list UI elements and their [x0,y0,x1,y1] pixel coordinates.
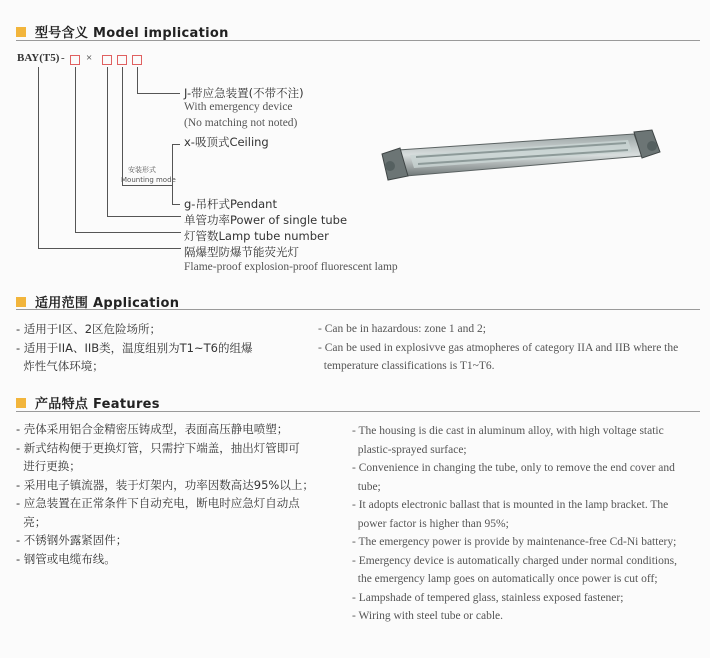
connector-line [107,216,181,217]
list-item: - 钢管或电缆布线。 [16,551,116,566]
features-list-en [352,422,677,626]
model-line: g-吊杆式Pendant [184,197,277,211]
code-box [117,55,127,65]
section-header-model [16,22,229,41]
divider [16,411,700,412]
mounting-label-zh: 安装形式 [128,166,156,174]
list-item: - 采用电子镇流器，装于灯架内，功率因数高达95%以上； [16,477,314,492]
list-item: - 适用于IIA、IIB类，温度组别为T1~T6的组爆 [16,340,253,355]
list-item: tube; [352,480,381,493]
connector-line [38,67,39,248]
section-header-features [16,393,160,412]
model-line: 单管功率Power of single tube [184,213,348,227]
model-line: 隔爆型防爆节能荧光灯 [184,245,299,259]
code-box [102,55,112,65]
application-list-zh [16,320,252,376]
features-list-zh [16,420,314,568]
divider [16,40,700,41]
connector-line [75,67,76,232]
model-line: J-带应急装置(不带不注) [184,86,304,100]
application-list-en [318,320,678,376]
code-box [70,55,80,65]
connector-line [137,67,138,93]
list-item: - Wiring with steel tube or cable. [352,610,504,622]
connector-line [172,144,173,204]
list-item: temperature classifications is T1~T6. [318,360,495,372]
list-item: the emergency lamp goes on automatically once power is cut off; [352,573,658,585]
connector-line [172,144,180,145]
square-bullet-icon [16,27,26,37]
list-item: power factor is higher than 95%; [352,517,509,530]
list-item: - The emergency power is provide by maintenance-free Cd-Ni battery; [352,536,677,548]
mounting-label-en: Mounting mode [121,176,176,184]
square-bullet-icon [16,398,26,408]
list-item: - Lampshade of tempered glass, stainless exposed fastener; [352,591,624,604]
model-line: 灯管数Lamp tube number [184,229,329,243]
model-code: BAY(T5) [17,52,60,64]
model-line: (No matching not noted) [184,117,298,129]
section-title: 型号含义 Model implication [35,26,229,41]
model-line: Flame-proof explosion-proof fluorescent lamp [184,261,398,273]
model-line: With emergency device [184,101,293,113]
connector-line [75,232,181,233]
list-item: - Convenience in changing the tube, only to remove the end cover and [352,462,675,474]
connector-line [122,185,172,186]
divider [16,309,700,310]
model-times: × [86,52,93,64]
list-item: - Emergency device is automatically charged under normal conditions, [352,554,677,567]
list-item: - 不锈钢外露紧固件； [16,533,128,547]
list-item: 进行更换； [16,459,81,473]
list-item: - 壳体采用铝合金精密压铸成型，表面高压静电喷塑； [16,422,289,436]
connector-line [38,248,181,249]
list-item: - 新式结构便于更换灯管，只需拧下端盖，抽出灯管即可 [16,440,300,455]
list-item: - The housing is die cast in aluminum alloy, with high voltage static [352,425,664,437]
list-item: 炸性气体环境； [16,359,104,373]
connector-line [122,67,123,185]
model-line: x-吸顶式Ceiling [184,135,269,149]
square-bullet-icon [16,297,26,307]
list-item: - 适用于Ⅰ区、2区危险场所； [16,322,162,336]
list-item: - 应急装置在正常条件下自动充电，断电时应急灯自动点 [16,496,300,510]
model-dash: - [61,52,65,64]
list-item: - It adopts electronic ballast that is mounted in the lamp bracket. The [352,499,669,511]
lamp-image [376,128,664,190]
code-box [132,55,142,65]
list-item: - Can be used in explosivve gas atmopheres of category IIA and IIB where the [318,341,679,354]
connector-line [107,67,108,216]
connector-line [137,93,180,94]
list-item: 亮； [16,514,47,529]
section-title: 适用范围 Application [35,296,180,311]
list-item: - Can be in hazardous: zone 1 and 2; [318,323,486,335]
list-item: plastic-sprayed surface; [352,443,467,456]
connector-line [172,204,180,205]
section-title: 产品特点 Features [35,397,160,412]
